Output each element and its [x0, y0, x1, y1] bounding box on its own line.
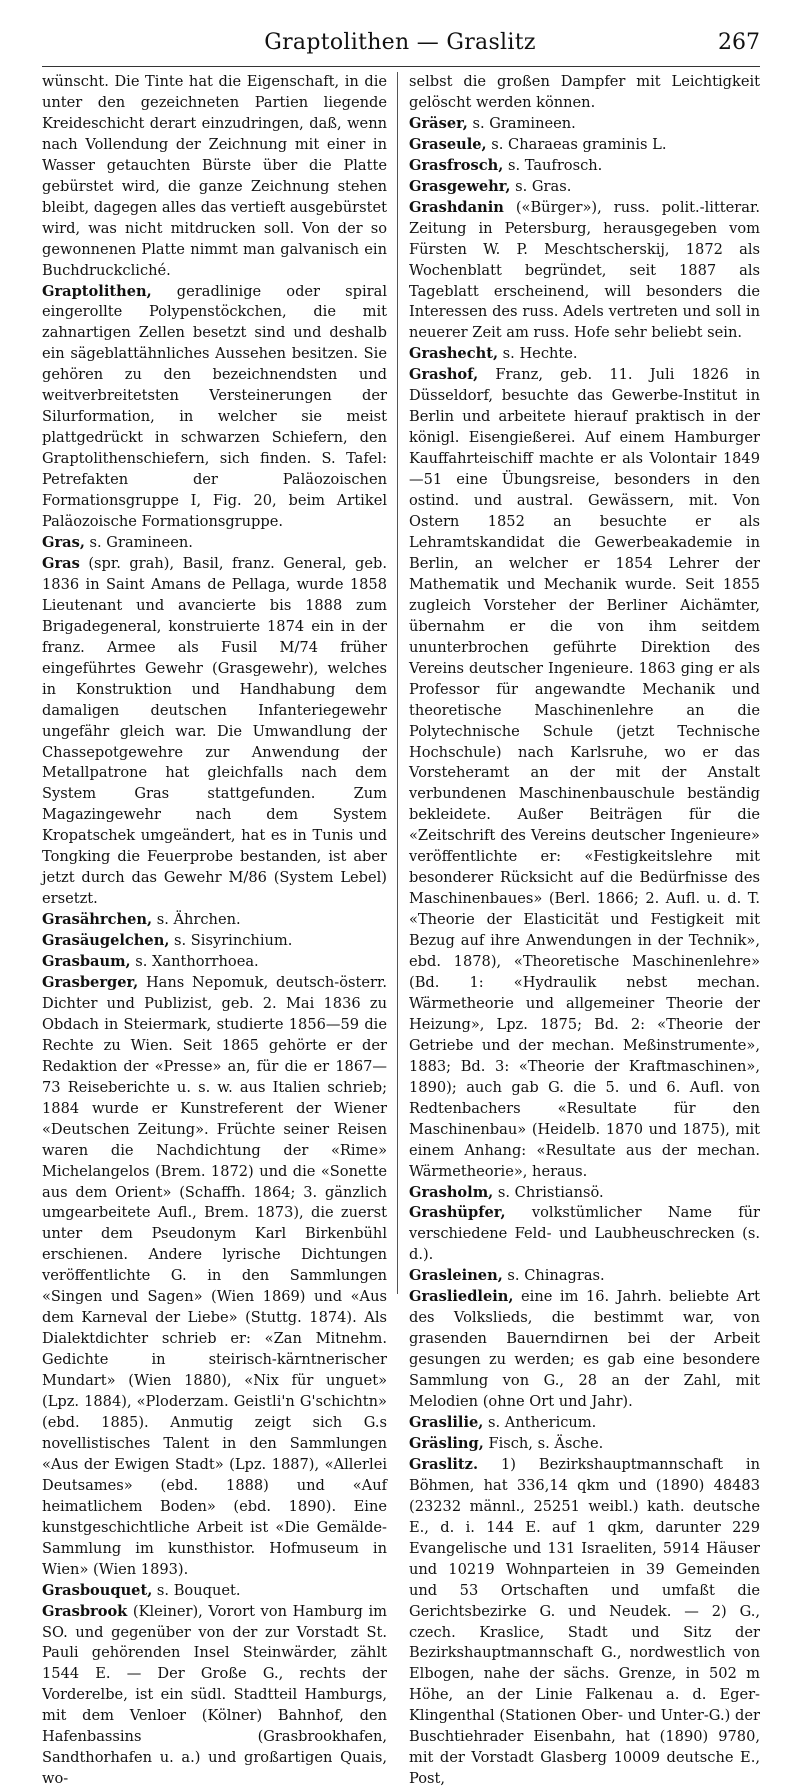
entry-headword: Grashdanin: [409, 198, 504, 216]
entry-body: s. Anthericum.: [483, 1414, 597, 1431]
entry-headword: Graptolithen,: [42, 282, 152, 300]
dictionary-entry: [42, 533, 387, 554]
entry-body: (Kleiner), Vorort von Hamburg im SO. und gegenüber von der zur Vorstadt St. Pauli gehörenden Insel Steinwärder, zählt 1544 E. — Der Große G., rechts der Vorderelbe, ist ein südl. Stadtteil Hamburgs, mit dem Venloer (Kölner) Bahnhof, den Hafenbassins (Grasbrookhafen, Sandthorhafen u. a.) und großartigen Quais, wo-: [42, 1602, 387, 1788]
entry-body: («Bürger»), russ. polit.-litterar. Zeitung in Petersburg, herausgegeben vom Fürsten W. P. Meschtscherskij, 1872 als Wochenblatt begründet, seit 1887 als Tageblatt erscheinend, will besonders die Interessen des russ. Adels vertreten und soll in neuerer Zeit am russ. Hofe sehr beliebt sein.: [409, 198, 760, 342]
entry-headword: Grasgewehr,: [409, 177, 511, 195]
page-number: 267: [718, 30, 760, 55]
entry-headword: Grashof,: [409, 366, 479, 384]
dictionary-entry: [409, 344, 760, 365]
header-rule: [42, 66, 760, 67]
dictionary-entry: [409, 365, 760, 1182]
entry-body: s. Bouquet.: [152, 1581, 241, 1599]
entry-body: s. Christiansö.: [493, 1183, 604, 1201]
entry-body: Fisch, s. Äsche.: [483, 1434, 604, 1452]
entry-body: s. Ährchen.: [152, 911, 241, 929]
entry-body: 1) Bezirkshauptmannschaft in Böhmen, hat 336,14 qkm und (1890) 48483 (23232 männl., 25251 weibl.) kath. deutsche E., d. i. 144 E. auf 1 qkm, darunter 229 Evangelische und 131 Israeliten, 5914 Häuser und 10219 Wohnparteien in 39 Gemeinden und 53 Ortschaften und umfaßt die Gerichtsbezirke G. und Neudek. — 2) G., czech. Kraslice, Stadt und Sitz der Bezirkshauptmannschaft G., nordwestlich von Elbogen, nahe der sächs. Grenze, in 502 m Höhe, an der Linie Falkenau a. d. Eger-Klingenthal (Stationen Ober- und Unter-G.) der Buschtiehrader Eisenbahn, hat (1890) 9780, mit der Vorstadt Glasberg 10009 deutsche E., Post,: [409, 1455, 760, 1788]
dictionary-entry: [409, 1455, 760, 1790]
entry-body: s. Xanthorrhoea.: [130, 953, 259, 971]
entry-headword: Grasährchen,: [42, 911, 153, 929]
entry-headword: Grasbouquet,: [42, 1581, 153, 1599]
entry-body: s. Taufrosch.: [503, 156, 603, 174]
entry-body: s. Hechte.: [498, 345, 578, 363]
entry-headword: Gräser,: [409, 114, 468, 132]
right-column: [409, 72, 760, 1788]
entry-headword: Graseule,: [409, 135, 487, 153]
dictionary-entry: [409, 135, 760, 156]
dictionary-entry: [409, 1266, 760, 1287]
entry-body: geradlinige oder spiral eingerollte Polypenstöckchen, die mit zahnartigen Zellen besetzt sind und deshalb ein sägeblattähnliches Aussehen besitzen. Sie gehören zu den bezeichnendsten und weitverbreitetsten Versteinerungen der Silurformation, in welcher sie meist plattgedrückt in schwarzen Schiefern, den Graptolithenschiefern, sich finden. S. Tafel: Petrefakten der Paläozoischen Formationsgruppe I, Fig. 20, beim Artikel Paläozoische Formationsgruppe.: [42, 282, 387, 531]
entry-body: volkstümlicher Name für verschiedene Feld- und Laubheuschrecken (s. d.).: [409, 1204, 760, 1264]
entry-body: selbst die großen Dampfer mit Leichtigkeit gelöscht werden können.: [409, 73, 760, 111]
entry-headword: Grasbaum,: [42, 953, 131, 971]
dictionary-entry: [42, 973, 387, 1581]
entry-body: Franz, geb. 11. Juli 1826 in Düsseldorf, besuchte das Gewerbe-Institut in Berlin und arbeitete hierauf praktisch in der königl. Eisengießerei. Auf einem Hamburger Kauffahrteischiff machte er als Volontair 1849—51 eine Übungsreise, besonders in den ostind. und austral. Gewässern, mit. Von Ostern 1852 an besuchte er als Lehramtskandidat die Gewerbeakademie in Berlin, an welcher er 1854 Lehrer der Mathematik und Mechanik wurde. Seit 1855 zugleich Vorsteher der Berliner Aichämter, übernahm er die von ihm seitdem ununterbrochen geführte Direktion des Vereins deutscher Ingenieure. 1863 ging er als Professor für angewandte Mechanik und theoretische Maschinenlehre an die Polytechnische Schule (jetzt Technische Hochschule) nach Karlsruhe, wo er das Vorsteheramt an der mit der Anstalt verbundenen Maschinenbauschule beständig bekleidete. Außer Beiträgen für die «Zeitschrift des Vereins deutscher Ingenieure» veröffentlichte er: «Festigkeitslehre mit besonderer Rücksicht auf die Bedürfnisse des Maschinenbaues» (Berl. 1866; 2. Aufl. u. d. T. «Theorie der Elasticität und Festigkeit mit Bezug auf ihre Anwendungen in der Technik», ebd. 1878), «Theoretische Maschinenlehre» (Bd. 1: «Hydraulik nebst mechan. Wärmetheorie und allgemeiner Theorie der Heizung», Lpz. 1875; Bd. 2: «Theorie der Getriebe und der mechan. Meßinstrumente», 1883; Bd. 3: «Theorie der Kraftmaschinen», 1890); auch gab G. die 5. und 6. Aufl. von Redtenbachers «Resultate für den Maschinenbau» (Heidelb. 1870 und 1875), mit einem Anhang: «Resultate aus der mechan. Wärmetheorie», heraus.: [409, 366, 760, 1180]
entry-headword: Gras: [42, 554, 80, 572]
dictionary-entry: [42, 931, 387, 952]
entry-headword: Grasfrosch,: [409, 156, 504, 174]
entry-body: s. Charaeas graminis L.: [486, 135, 667, 153]
dictionary-entry: [409, 198, 760, 345]
dictionary-entry: [409, 156, 760, 177]
dictionary-entry: [409, 1413, 760, 1434]
entry-body: Hans Nepomuk, deutsch-österr. Dichter und Publizist, geb. 2. Mai 1836 zu Obdach in Steiermark, studierte 1856—59 die Rechte zu Wien. Seit 1865 gehörte er der Redaktion der «Presse» an, für die er 1867—73 Reiseberichte u. s. w. aus Italien schrieb; 1884 wurde er Kunstreferent der Wiener «Deutschen Zeitung». Früchte seiner Reisen waren die Nachdichtung der «Rime» Michelangelos (Brem. 1872) und die «Sonette aus dem Orient» (Schaffh. 1864; 3. gänzlich umgearbeitete Aufl., Brem. 1873), die zuerst unter dem Pseudonym Karl Birkenbühl erschienen. Andere lyrische Dichtungen veröffentlichte G. in den Sammlungen «Singen und Sagen» (Wien 1869) und «Aus dem Karneval der Liebe» (Stuttg. 1874). Als Dialektdichter schrieb er: «Zan Mitnehm. Gedichte in steirisch-kärntnerischer Mundart» (Wien 1880), «Nix für unguet» (Lpz. 1884), «Ploderzam. Geistli'n G'schichtn» (ebd. 1885). Anmutig zeigt sich G.s novellistisches Talent in den Sammlungen «Aus der Ewigen Stadt» (Lpz. 1887), «Allerlei Deutsames» (ebd. 1888) und «Auf heimatlichem Boden» (ebd. 1890). Eine kunstgeschichtliche Arbeit ist «Die Gemälde-Sammlung im kunsthistor. Hofmuseum in Wien» (Wien 1893).: [42, 973, 387, 1578]
continuation-text: [42, 72, 387, 282]
dictionary-entry: [409, 177, 760, 198]
dictionary-entry: [42, 554, 387, 910]
entry-headword: Graslitz.: [409, 1455, 479, 1473]
entry-headword: Grashecht,: [409, 345, 499, 363]
page-header: [0, 24, 800, 60]
dictionary-entry: [409, 1183, 760, 1204]
dictionary-entry: [409, 1203, 760, 1266]
entry-headword: Grasleinen,: [409, 1267, 503, 1285]
entry-body: s. Sisyrinchium.: [169, 932, 293, 950]
running-title: Graptolithen — Graslitz: [264, 30, 536, 55]
dictionary-entry: [409, 114, 760, 135]
entry-headword: Grasberger,: [42, 973, 139, 991]
entry-headword: Grasliedlein,: [409, 1288, 514, 1306]
entry-headword: Grasbrook: [42, 1602, 128, 1620]
continuation-text: [409, 72, 760, 114]
entry-body: (spr. grah), Basil, franz. General, geb. 1836 in Saint Amans de Pellaga, wurde 1858 Lieutenant und avancierte bis 1888 zum Brigadegeneral, konstruierte 1874 ein in der franz. Armee als Fusil M/74 früher eingeführtes Gewehr (Grasgewehr), welches in Konstruktion und Handhabung dem damaligen deutschen Infanteriegewehr ungefähr gleich war. Die Umwandlung der Chassepotgewehre zur Anwendung der Metallpatrone hat gleichfalls nach dem System Gras stattgefunden. Zum Magazingewehr nach dem System Kropatschek umgeändert, hat es in Tunis und Tongking die Feuerprobe bestanden, ist aber jetzt durch das Gewehr M/86 (System Lebel) ersetzt.: [42, 554, 387, 908]
entry-headword: Grasholm,: [409, 1183, 494, 1201]
entry-headword: Grashüpfer,: [409, 1204, 506, 1222]
entry-body: eine im 16. Jahrh. beliebte Art des Volkslieds, die bestimmt war, von grasenden Bauerndirnen bei der Arbeit gesungen zu werden; es gab eine besondere Sammlung von G., 28 an der Zahl, mit Melodien (ohne Ort und Jahr).: [409, 1288, 760, 1411]
dictionary-entry: [409, 1434, 760, 1455]
entry-body: s. Gras.: [510, 177, 572, 195]
dictionary-entry: [42, 282, 387, 533]
dictionary-entry: [42, 1581, 387, 1602]
entry-headword: Gräsling,: [409, 1434, 484, 1452]
dictionary-entry: [42, 1602, 387, 1790]
entry-body: s. Chinagras.: [502, 1267, 605, 1285]
dictionary-entry: [42, 952, 387, 973]
dictionary-entry: [42, 910, 387, 931]
column-divider: [397, 72, 398, 1294]
entry-body: s. Gramineen.: [467, 114, 576, 132]
entry-headword: Gras,: [42, 533, 85, 551]
entry-headword: Grasäugelchen,: [42, 932, 170, 950]
dictionary-entry: [409, 1287, 760, 1413]
entry-headword: Graslilie,: [409, 1414, 484, 1431]
left-column: [42, 72, 387, 1788]
entry-body: wünscht. Die Tinte hat die Eigenschaft, in die unter den gezeichneten Partien liegende Kreideschicht derart einzudringen, daß, wenn nach Vollendung der Zeichnung mit einer in Wasser getauchten Bürste über die Platte gebürstet wird, die ganze Zeichnung stehen bleibt, dagegen alles das vertieft ausgebürstet wird, was nicht mitdrucken soll. Von der so gewonnenen Platte nimmt man galvanisch ein Buchdruckcliché.: [42, 73, 387, 279]
entry-body: s. Gramineen.: [84, 533, 193, 551]
